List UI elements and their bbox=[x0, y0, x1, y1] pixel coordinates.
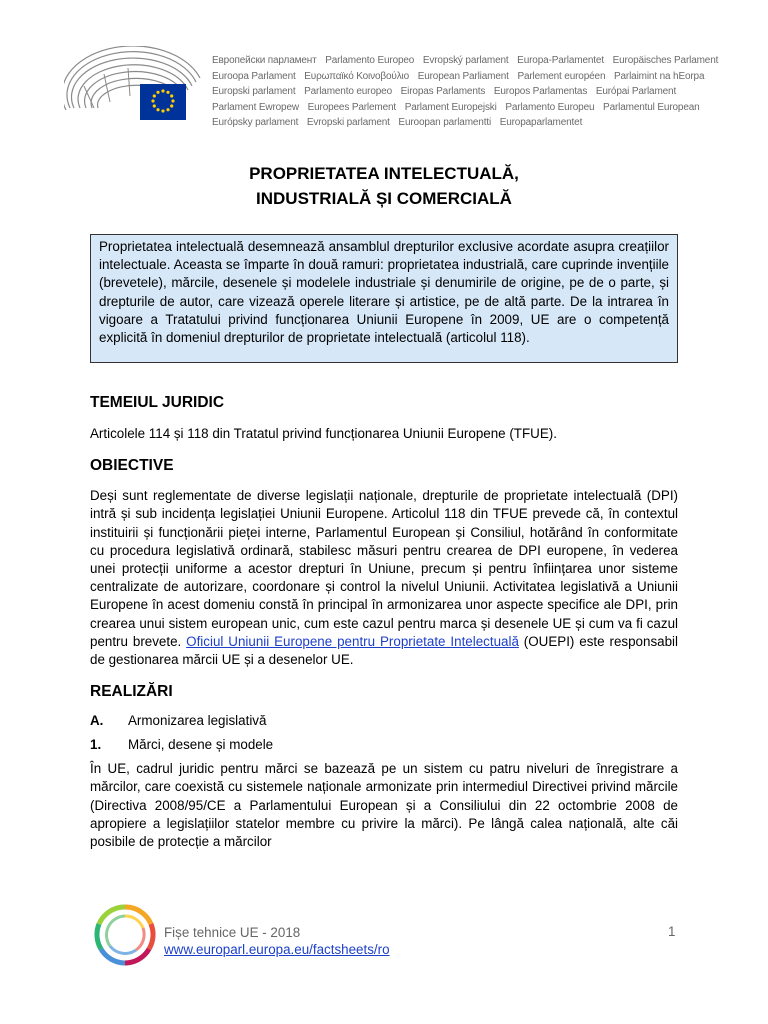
language-name: Parlamentul European bbox=[603, 101, 700, 113]
subsection-a-label: A. bbox=[90, 713, 104, 729]
footer bbox=[164, 924, 390, 958]
objectives-text-part: Deși sunt reglementate de diverse legislații naționale, drepturile de proprietate intelectuală (DPI) intră și sub incidența legislației Uniunii Europene. Articolul 118 din TFUE prevede că, în contextul instituirii și funcționării pieței interne, Parlamentul European și Consiliul, hotărând în conformitate cu procedura legislativă ordinară, stabilesc măsuri pentru crearea de DPI europene, în vederea unei protecții uniforme a acestor drepturi în Uniune, precum și pentru înființarea unor sisteme centralizate de autorizare, coordonare și control la nivelul Uniunii. Activitatea legislativă a Uniunii Europene în acest domeniu constă în principal în armonizarea unor aspecte specifice ale DPI, prin crearea unui sistem european unic, cum este cazul pentru marca și desenele UE și cum va fi cazul pentru brevete. bbox=[90, 488, 678, 649]
subsection-1-label: 1. bbox=[90, 737, 102, 753]
language-name: Parlement européen bbox=[517, 70, 606, 82]
language-name: Europäisches Parlament bbox=[612, 55, 719, 66]
footer-series: Fișe tehnice UE - 2018 bbox=[164, 925, 301, 940]
abstract-text: Proprietatea intelectuală desemnează ansamblul drepturilor exclusive acordate asupra creațiilor intelectuale. Aceasta se împarte în două ramuri: proprietatea industrială, care cuprinde invențiile (brevetele), mărcile, desenele și modelele industriale și denumirile de origine, pe de o parte, și drepturile de autor, care vizează operele literare și artistice, pe de altă parte. De la intrarea în vigoare a Tratatului privind funcționarea Uniunii Europene în 2009, UE are o competență explicită în domeniul drepturilor de proprietate intelectuală (articolul 118). bbox=[99, 239, 669, 346]
subsection-1 bbox=[90, 736, 678, 754]
section-heading-achievements: REALIZĂRI bbox=[90, 683, 173, 701]
language-name: Europees Parlement bbox=[307, 101, 397, 113]
language-row bbox=[212, 69, 732, 85]
language-name: European Parliament bbox=[417, 70, 509, 82]
language-name: Evropski parlament bbox=[306, 117, 390, 129]
page-title bbox=[90, 161, 678, 211]
parliament-names-multilingual bbox=[212, 53, 732, 131]
language-row bbox=[212, 53, 732, 69]
subsection-a-title: Armonizarea legislativă bbox=[128, 713, 267, 729]
language-name: Europos Parlamentas bbox=[493, 86, 588, 98]
factsheets-url-link[interactable]: www.europarl.europa.eu/factsheets/ro bbox=[164, 942, 390, 957]
language-name: Euroopa Parlament bbox=[212, 70, 296, 82]
subsection-1-title: Mărci, desene și modele bbox=[128, 737, 274, 753]
euipo-link[interactable]: Oficiul Uniunii Europene pentru Proprietate Intelectuală bbox=[186, 633, 519, 649]
language-name: Európai Parlament bbox=[595, 86, 677, 98]
legal-basis-text: Articolele 114 și 118 din Tratatul privind funcționarea Uniunii Europene (TFUE). bbox=[90, 426, 557, 441]
language-name: Eiropas Parlaments bbox=[400, 86, 486, 98]
language-name: Parlamento Europeu bbox=[505, 101, 595, 113]
language-name: Europski parlament bbox=[212, 86, 296, 98]
abstract-box bbox=[90, 234, 678, 363]
language-name: Parlamento europeo bbox=[304, 86, 393, 98]
language-name: Parlaimint na hEorpa bbox=[614, 70, 705, 82]
page-number: 1 bbox=[668, 924, 676, 939]
language-name: Parlamento Europeo bbox=[325, 55, 415, 66]
language-row bbox=[212, 115, 732, 131]
language-name: Parlament Ewropew bbox=[212, 101, 299, 113]
factsheets-color-wheel-icon bbox=[92, 902, 158, 968]
objectives-text-part: (OUEPI) este responsabil de gestionarea mărcii UE și a desenelor UE. bbox=[90, 633, 678, 668]
language-name: Parlament Europejski bbox=[404, 101, 497, 113]
language-name: Evropský parlament bbox=[422, 55, 509, 66]
language-name: Euroopan parlamentti bbox=[398, 117, 492, 129]
language-name: Europaparlamentet bbox=[499, 117, 583, 129]
page-title-line: PROPRIETATEA INTELECTUALĂ, bbox=[249, 164, 519, 183]
language-row bbox=[212, 84, 732, 100]
section-heading-legal-basis: TEMEIUL JURIDIC bbox=[90, 394, 225, 411]
achievements-text: În UE, cadrul juridic pentru mărci se bazează pe un sistem cu patru niveluri de înregistrare a mărcilor, care coexistă cu sistemele naționale armonizate prin intermediul Directivei privind mărcile (Directiva 2008/95/CE a Parlamentului European și a Consiliului din 22 octombrie 2008 de apropiere a legislațiilor statelor membre cu privire la mărci). Pe lângă calea națională, alte căi posibile de protecție a mărcilor bbox=[90, 761, 678, 850]
language-name: Európsky parlament bbox=[212, 117, 299, 129]
section-heading-objectives: OBIECTIVE bbox=[90, 457, 174, 475]
language-name: Ευρωπαϊκό Κοινοβούλιο bbox=[304, 70, 410, 82]
language-name: Europa-Parlamentet bbox=[517, 55, 604, 66]
subsection-a bbox=[90, 712, 678, 730]
language-row bbox=[212, 100, 732, 116]
main-content bbox=[90, 390, 678, 851]
objectives-text bbox=[90, 487, 678, 669]
european-parliament-logo-icon bbox=[64, 46, 204, 130]
page-title-line: INDUSTRIALĂ ȘI COMERCIALĂ bbox=[256, 189, 512, 208]
language-name: Европейски парламент bbox=[212, 55, 317, 66]
